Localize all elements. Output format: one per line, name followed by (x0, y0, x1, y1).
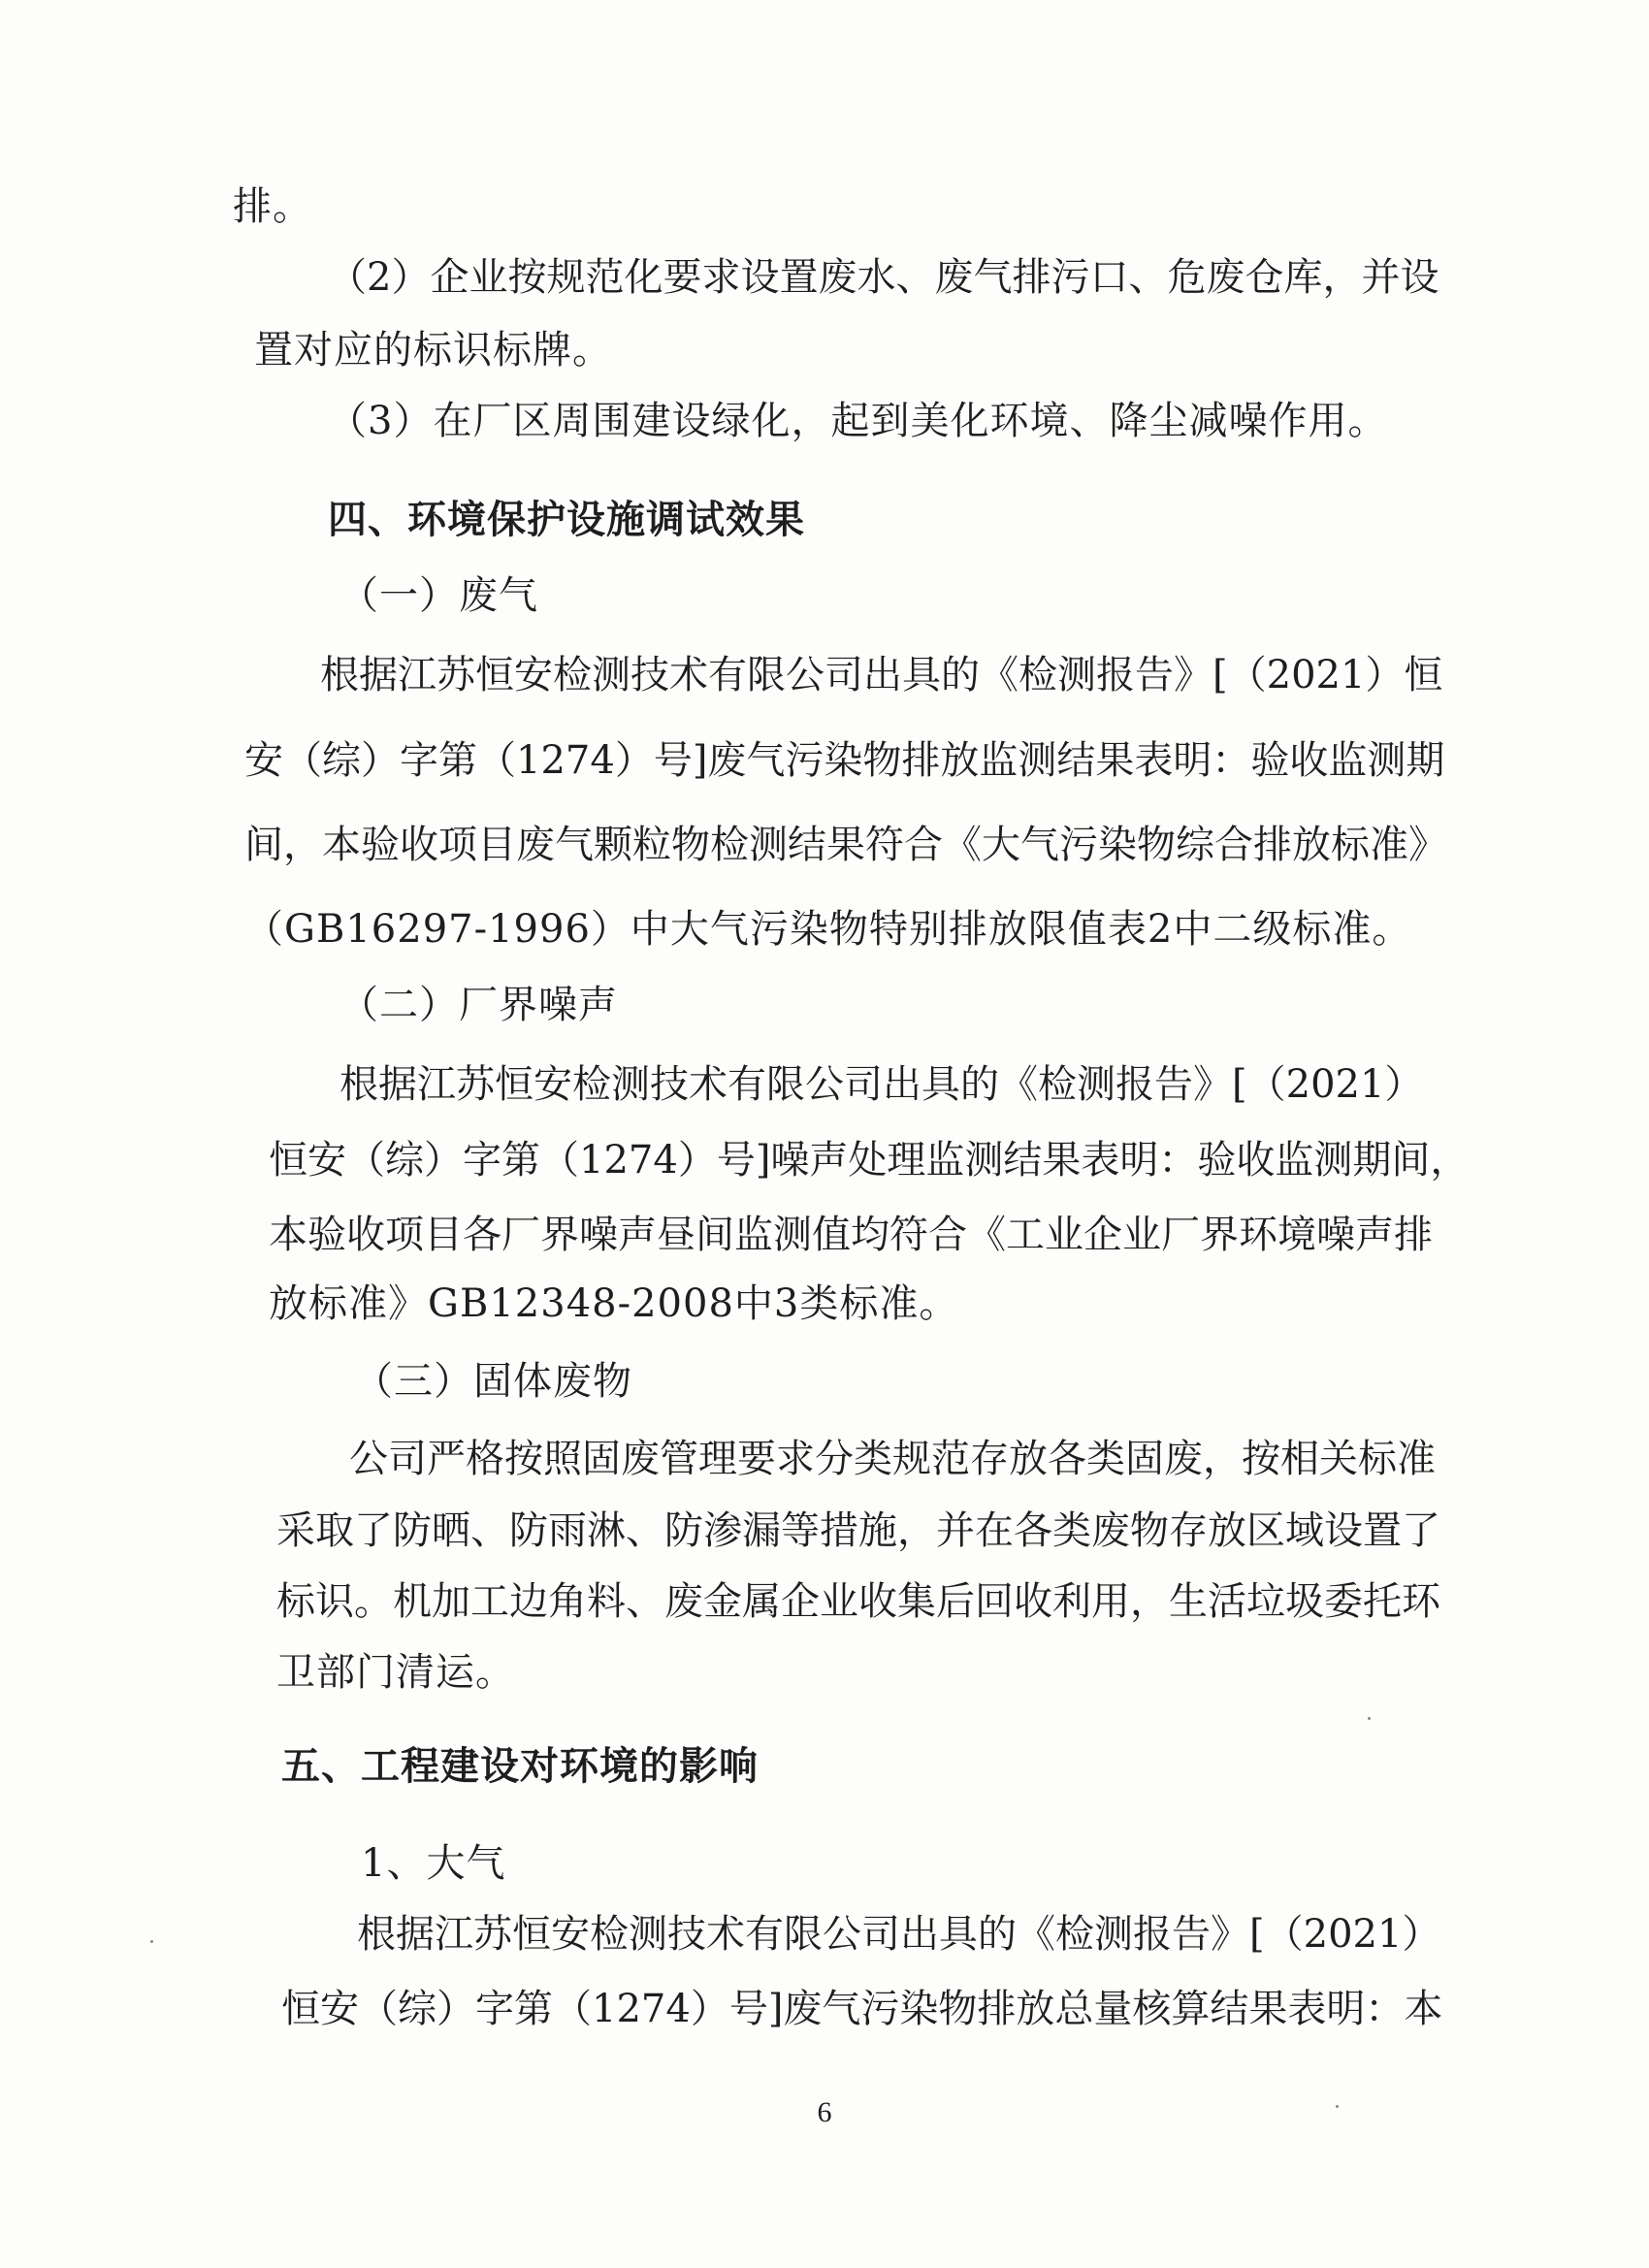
body-text-line: 放标准》GB12348-2008中3类标准。 (269, 1281, 959, 1326)
body-text-line: 恒 安 （ 综 ） 字 第 （ 1 2 7 4 ） 号 ] 噪 声 处 理 监 测 结 果 表 明 ： 验 收 监 测 期 间 ， (269, 1138, 1470, 1183)
scan-speck (1336, 2105, 1339, 2108)
subsection-heading: （一）废气 (340, 573, 538, 618)
body-text-line: 卫部门清运。 (276, 1650, 515, 1695)
body-text-line: 采 取 了 防 晒 、 防 雨 淋 、 防 渗 漏 等 措 施 ， 并 在 各 类 废 物 存 放 区 域 设 置 了 (276, 1508, 1440, 1553)
body-text-line: 安 （ 综 ） 字 第 （ 1 2 7 4 ） 号 ] 废 气 污 染 物 排 放 监 测 结 果 表 明 ： 验 收 监 测 期 (244, 738, 1445, 783)
body-text-line: 公 司 严 格 按 照 固 废 管 理 要 求 分 类 规 范 存 放 各 类 固 废 ， 按 相 关 标 准 (349, 1437, 1436, 1481)
body-text-line: （GB16297-1996）中大气污染物特别排放限值表2中二级标准。 (244, 907, 1412, 952)
body-text-line: 间 ， 本 验 收 项 目 废 气 颗 粒 物 检 测 结 果 符 合 《 大 气 污 染 物 综 合 排 放 标 准 》 (244, 823, 1447, 867)
body-text-line: 恒 安 （ 综 ） 字 第 （ 1 2 7 4 ） 号 ] 废 气 污 染 物 排 放 总 量 核 算 结 果 表 明 ： 本 (281, 1987, 1443, 2031)
page-number: 6 (817, 2096, 832, 2128)
section-heading: 四、环境保护设施调试效果 (328, 497, 805, 542)
body-text-line: 标 识 。 机 加 工 边 角 料 、 废 金 属 企 业 收 集 后 回 收 利 用 ， 生 活 垃 圾 委 托 环 (276, 1579, 1440, 1624)
body-text-line: 根 据 江 苏 恒 安 检 测 技 术 有 限 公 司 出 具 的 《 检 测 报 告 》 [ （ 2 0 2 1 ） (340, 1062, 1424, 1107)
body-text-line: 本 验 收 项 目 各 厂 界 噪 声 昼 间 监 测 值 均 符 合 《 工 业 企 业 厂 界 环 境 噪 声 排 (269, 1213, 1433, 1257)
scan-speck (1368, 1717, 1371, 1720)
subsection-heading: 1、大气 (361, 1841, 506, 1886)
subsection-heading: （二）厂界噪声 (340, 983, 618, 1027)
scan-speck (150, 1940, 153, 1943)
subsection-heading: （三）固体废物 (354, 1359, 632, 1404)
body-text-line: （3）在厂区周围建设绿化，起到美化环境、降尘减噪作用。 (328, 399, 1388, 443)
section-heading: 五、工程建设对环境的影响 (281, 1743, 759, 1789)
body-text-line: 排。 (233, 184, 312, 229)
body-text-line: 根 据 江 苏 恒 安 检 测 技 术 有 限 公 司 出 具 的 《 检 测 报 告 》 [ （ 2 0 2 1 ） (357, 1912, 1441, 1957)
body-text-line: 根 据 江 苏 恒 安 检 测 技 术 有 限 公 司 出 具 的 《 检 测 报 告 》 [ （ 2 0 2 1 ） 恒 (320, 653, 1443, 697)
body-text-line: （ 2 ） 企 业 按 规 范 化 要 求 设 置 废 水 、 废 气 排 污 口 、 危 废 仓 库 ， 并 设 (328, 255, 1439, 300)
body-text-line: 置对应的标识标牌。 (254, 328, 612, 373)
